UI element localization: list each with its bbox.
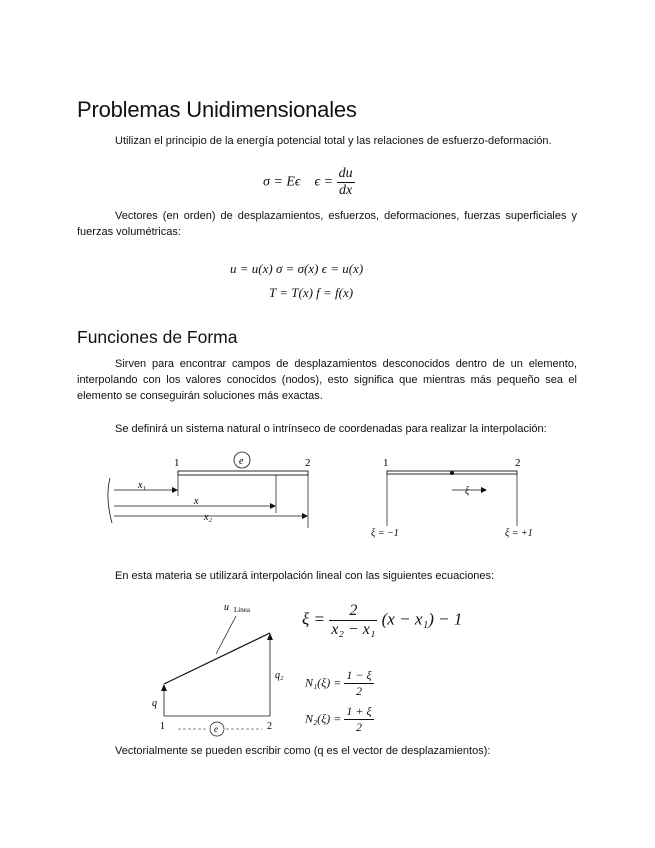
equation-n2	[305, 704, 374, 735]
eq-n2-num: 1 + ξ	[346, 704, 372, 718]
paragraph-natural-coords-text: Se definirá un sistema natural o intrínseco de coordenadas para realizar la interpolación:	[115, 423, 547, 435]
eq-xi-rhs: (x − x₁) − 1	[381, 609, 463, 629]
fig1-bar	[178, 471, 308, 475]
figure-global-coords	[100, 448, 320, 543]
section-title-shape-functions: Funciones de Forma	[77, 327, 238, 347]
fig2-right-label: ξ = +1	[505, 528, 533, 539]
eq-strain: ϵ =	[314, 174, 334, 190]
fig3-node2-label: 2	[267, 721, 272, 732]
eq-xi-lhs: ξ =	[302, 609, 326, 629]
equation-xi	[302, 602, 462, 639]
fig3-q2-label: q₂	[275, 670, 284, 681]
fig1-x-label: x	[194, 496, 199, 507]
paragraph-linear-interp	[77, 568, 577, 584]
eq-xi-den: x₂ − x₁	[331, 621, 376, 638]
paragraph-linear-interp-text: En esta materia se utilizará interpolación lineal con las siguientes ecuaciones:	[115, 570, 495, 582]
equation-stress-strain	[263, 166, 355, 199]
eq-strain-den: dx	[339, 183, 353, 198]
fig1-node1-label: 1	[174, 457, 180, 469]
paragraph-vectors-text: Vectores (en orden) de desplazamientos, esfuerzos, deformaciones, fuerzas superficiales y fuerzas volumétricas:	[77, 210, 577, 238]
fig1-x2-label: x₂	[204, 512, 212, 523]
equation-n1	[305, 668, 374, 699]
eq-stress: σ = Eϵ	[263, 174, 301, 190]
figure-linear-interpolation	[140, 598, 300, 740]
eq-xi-num: 2	[329, 602, 377, 621]
fig3-q1-label: q	[152, 698, 157, 709]
fig3-node1-label: 1	[160, 721, 165, 732]
paragraph-intro	[77, 133, 577, 149]
fig1-x1-label: x₁	[138, 480, 146, 491]
page-title: Problemas Unidimensionales	[77, 97, 357, 122]
eq-strain-num: du	[338, 166, 353, 181]
paragraph-vector-form-text: Vectorialmente se pueden escribir como (q es el vector de desplazamientos):	[115, 745, 491, 757]
eq-n2-lhs: N₂(ξ) =	[305, 711, 342, 726]
paragraph-vectors	[77, 208, 577, 240]
eq-n2-den: 2	[356, 720, 363, 734]
vectors-line1: u = u(x) σ = σ(x) ϵ = u(x)	[230, 261, 364, 276]
fig1-element-label: e	[239, 456, 244, 467]
fig2-left-label: ξ = −1	[371, 528, 399, 539]
fig3-u-label: u	[224, 602, 229, 613]
fig1-node2-label: 2	[305, 457, 311, 469]
fig2-node2-label: 2	[515, 457, 521, 469]
fig2-xi-label: ξ	[465, 486, 470, 497]
vectors-line2: T = T(x) f = f(x)	[269, 285, 354, 300]
figure-natural-coords	[365, 448, 550, 543]
eq-n1-den: 2	[356, 684, 363, 698]
fig2-node1-label: 1	[383, 457, 389, 469]
eq-n1-num: 1 − ξ	[346, 668, 372, 682]
paragraph-shape-functions-text: Sirven para encontrar campos de desplazamientos desconocidos dentro de un elemento, interpolando con los valores conocidos (nodos), esto significa que mientras más pequeño sea el elemento se conseguirán soluciones más exactas.	[77, 358, 577, 402]
fig3-line	[164, 633, 270, 684]
fig3-element-label: e	[214, 724, 218, 734]
eq-n1-lhs: N₁(ξ) =	[305, 675, 342, 690]
fig3-u-sub-label: Linea	[234, 606, 250, 614]
paragraph-natural-coords	[77, 421, 577, 437]
paragraph-intro-text: Utilizan el principio de la energía potencial total y las relaciones de esfuerzo-deformación.	[115, 135, 552, 147]
paragraph-shape-functions	[77, 356, 577, 404]
paragraph-vector-form	[77, 743, 577, 759]
